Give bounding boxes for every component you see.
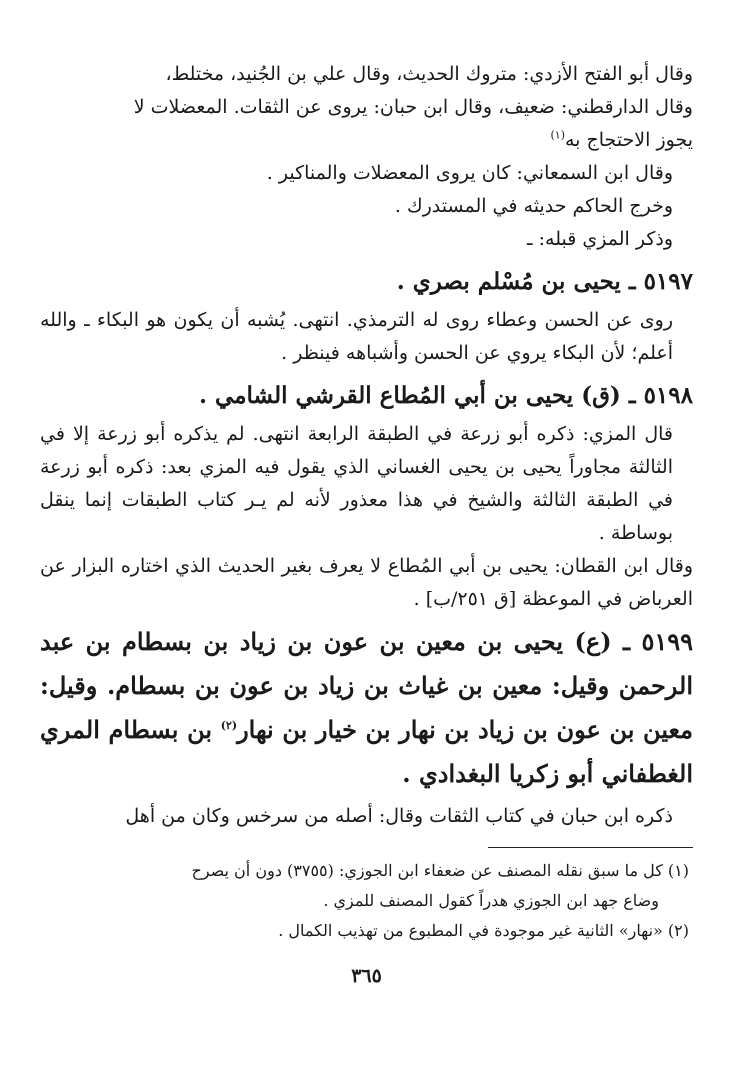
entry-5198-heading: ٥١٩٨ ـ (ق) يحيى بن أبي المُطاع القرشي الشامي .	[199, 382, 693, 409]
entry-5199-heading	[40, 620, 693, 796]
entry-5198-paragraph-2: وقال ابن القطان: يحيى بن أبي المُطاع لا يعرف بغير الحديث الذي اختاره البزار عن العرباض في الموعظة [ق ٢٥١/ب] .	[40, 555, 693, 610]
mizzi-before-line: وذكر المزي قبله: ـ	[527, 228, 673, 250]
ihtijaj-text: يجوز الاحتجاج به	[564, 129, 693, 151]
footnote-ref-1[interactable]: (١)	[550, 128, 565, 142]
entry-5199-heading-part-a: ٥١٩٩ ـ (ع) يحيى بن معين بن عون بن زياد بن بسطام بن عبد الرحمن وقيل: معين بن غياث بن زياد بن عون بن بسطام. وقيل: معين بن عون بن زياد بن نهار بن خيار بن نهار	[40, 627, 694, 744]
samani-line: وقال ابن السمعاني: كان يروى المعضلات والمناكير .	[266, 162, 673, 184]
entry-5197-body: روى عن الحسن وعطاء روى له الترمذي. انتهى. يُشبه أن يكون هو البكاء ـ والله أعلم؛ لأن البكاء يروي عن الحسن وأشباهه فينظر .	[40, 309, 673, 364]
footnote-1-line-1: (١) كل ما سبق نقله المصنف عن ضعفاء ابن الجوزي: (٣٧٥٥) دون أن يصرح	[191, 861, 689, 880]
ihtijaj-line	[40, 124, 693, 157]
daraqutni-line: وقال الدارقطني: ضعيف، وقال ابن حبان: يروى عن الثقات. المعضلات لا	[133, 96, 693, 118]
entry-5198-paragraph-1: قال المزي: ذكره أبو زرعة في الطبقة الرابعة انتهى. لم يذكره أبو زرعة إلا في الثالثة مجاوراً يحيى بن يحيى الغساني الذي يقول فيه المزي بعد: ذكره أبو زرعة في الطبقة الثالثة والشيخ في هذا معذور لأنه لم يـر كتاب الطبقات إنما ينقل بوساطة .	[40, 423, 673, 544]
entry-5199-heading-part-b: بن بسطام المري الغطفاني أبو زكريا البغدادي .	[40, 715, 693, 788]
footnote-2: (٢) «نهار» الثانية غير موجودة في المطبوع من تهذيب الكمال .	[278, 921, 689, 940]
entry-5199-body: ذكره ابن حبان في كتاب الثقات وقال: أصله من سرخس وكان من أهل	[125, 805, 673, 827]
azdi-line: وقال أبو الفتح الأزدي: متروك الحديث، وقال علي بن الجُنيد، مختلط،	[165, 63, 693, 85]
page-number: ٣٦٥	[351, 965, 382, 987]
entry-5197-heading: ٥١٩٧ ـ يحيى بن مُسْلم بصري .	[396, 268, 693, 295]
footnote-1-line-2: وضاع جهد ابن الجوزي هدراً كقول المصنف للمزي .	[323, 891, 659, 910]
hakim-line: وخرج الحاكم حديثه في المستدرك .	[394, 195, 673, 217]
footnote-ref-2[interactable]: (٢)	[220, 719, 238, 732]
footnote-divider	[488, 847, 693, 848]
